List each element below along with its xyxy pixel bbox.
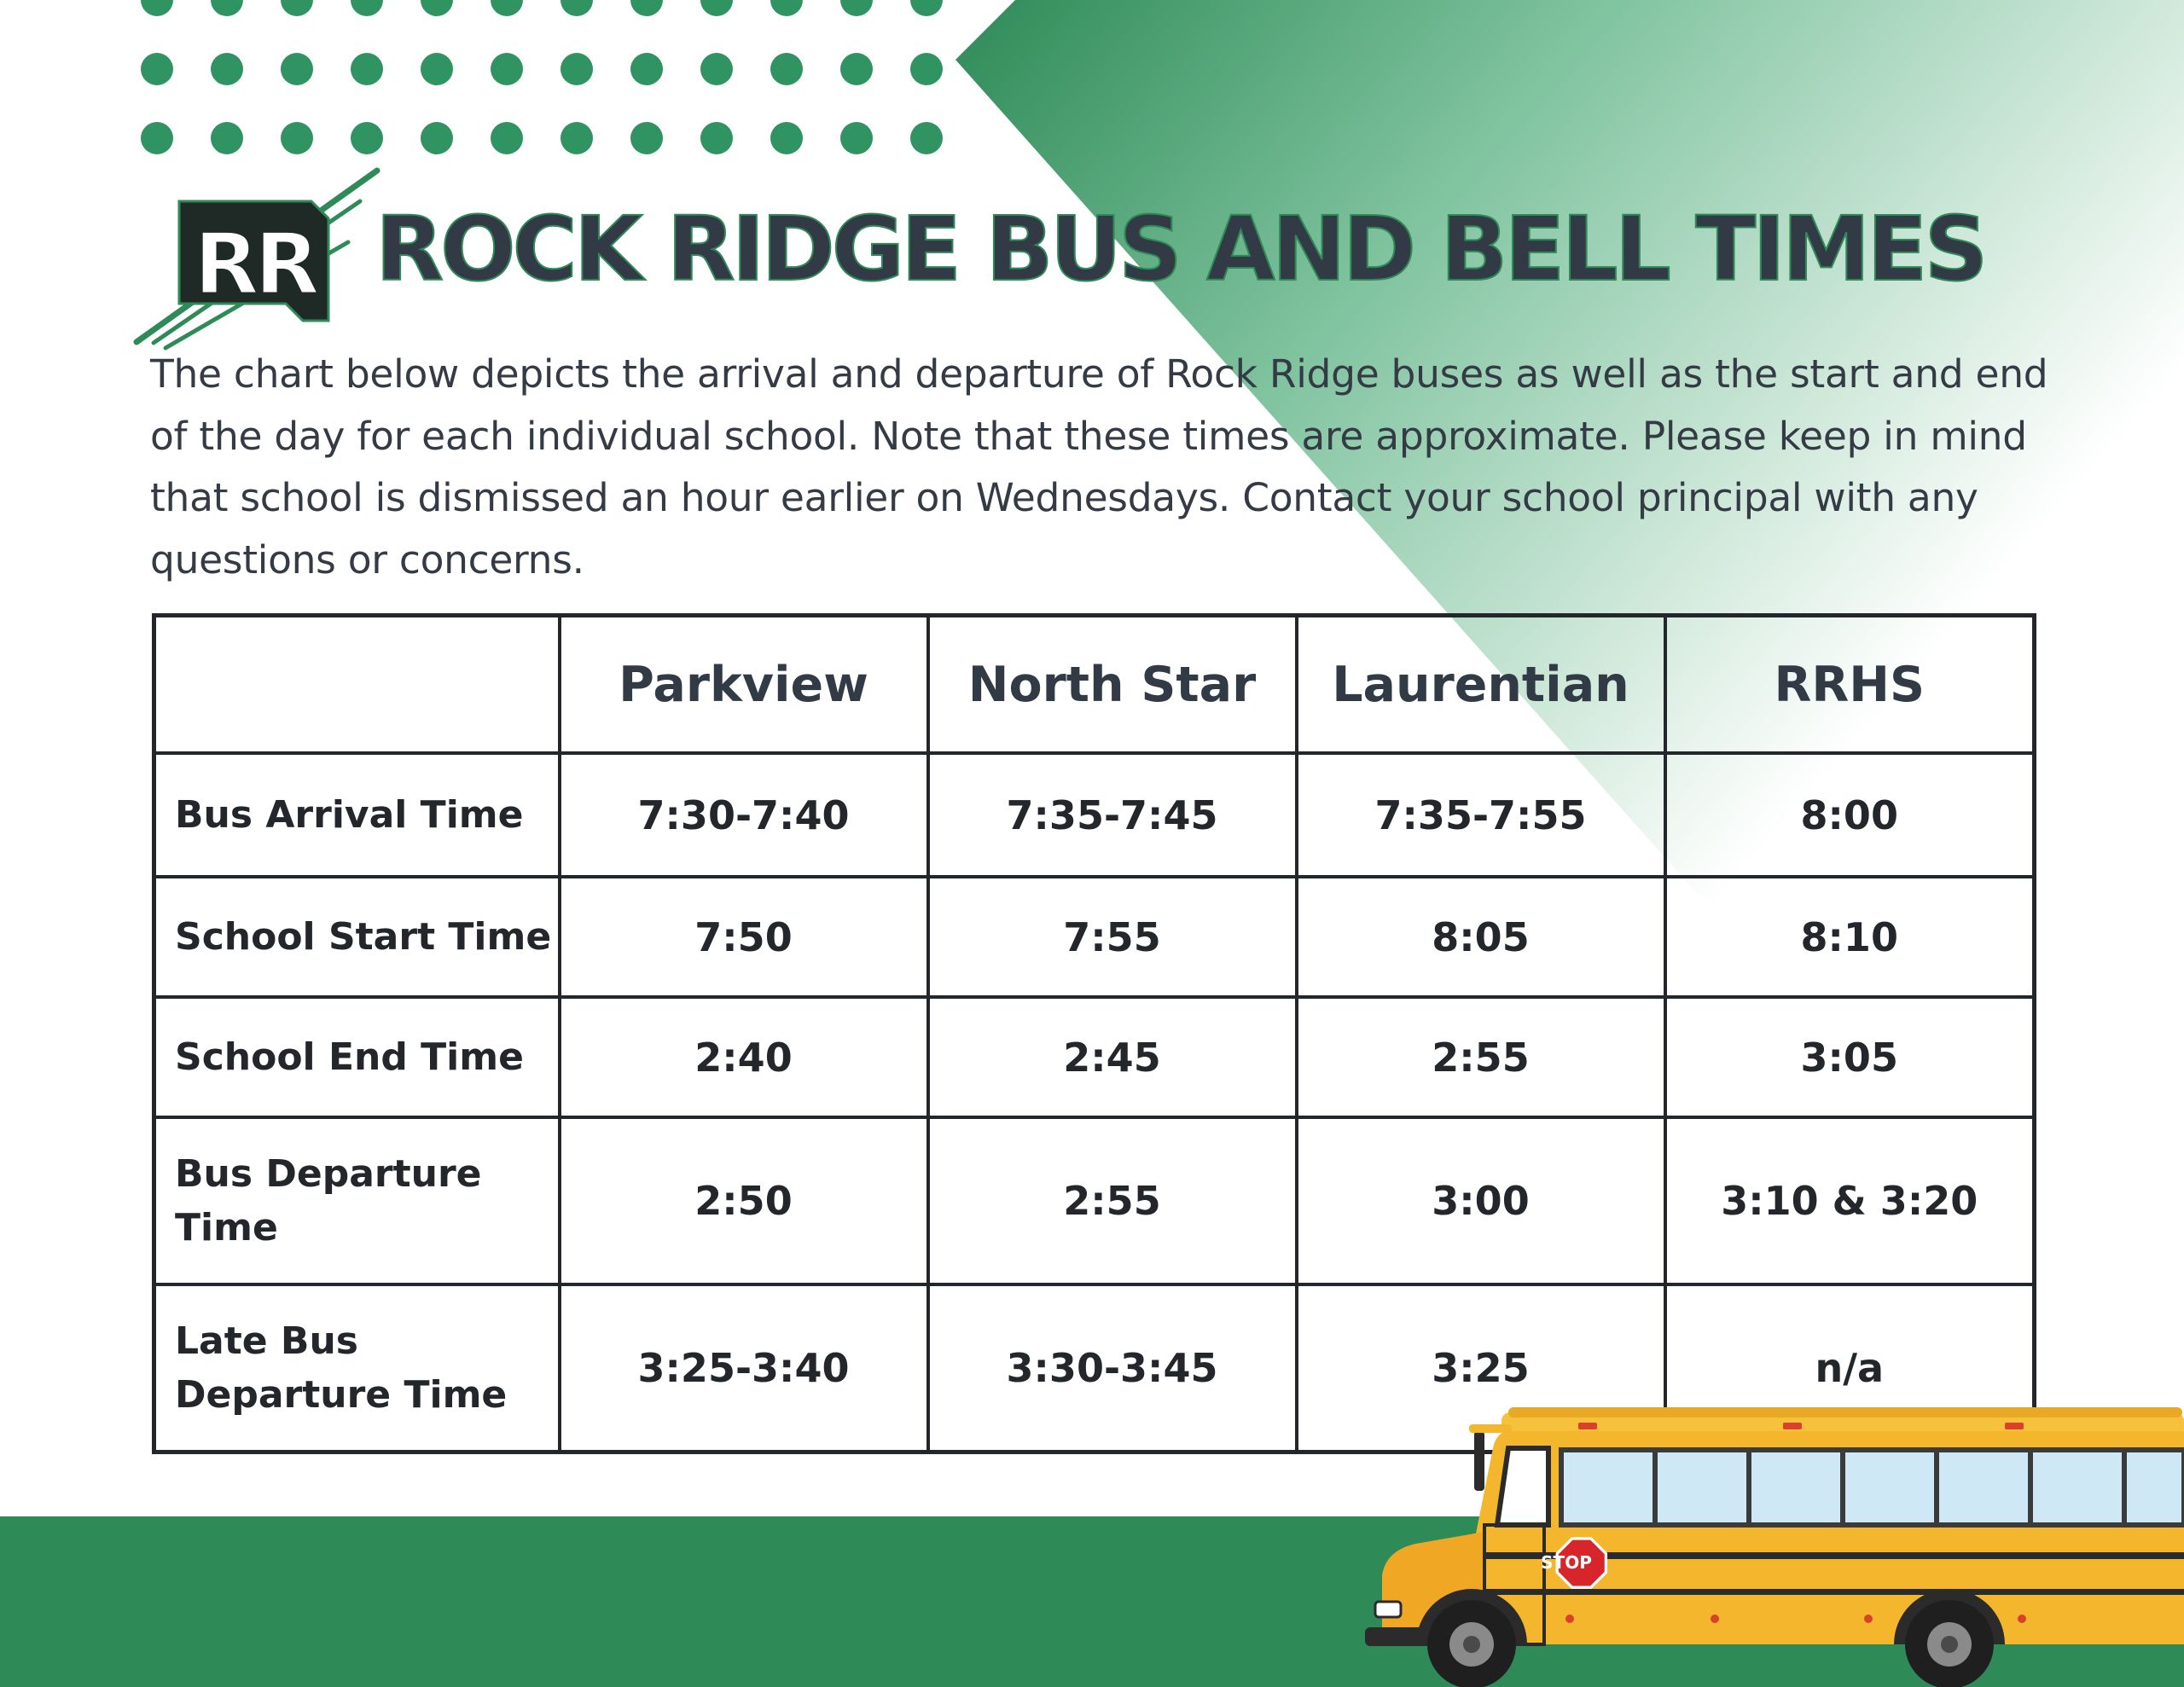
header-cell-rrhs: RRHS xyxy=(1665,616,2035,754)
table-cell: 7:35-7:45 xyxy=(928,753,1297,877)
table-cell: 8:10 xyxy=(1665,877,2035,997)
decorative-dot xyxy=(561,53,593,85)
decorative-dot xyxy=(561,0,593,16)
intro-paragraph: The chart below depicts the arrival and departure of Rock Ridge buses as well as the start and end of the day for each individual school. Note that these times are approximate. Please keep in mind that school is dismissed an hour earlier on Wednesdays. Contact your school principal with any questions or concerns. xyxy=(150,351,2048,583)
table-cell: 3:30-3:45 xyxy=(928,1284,1297,1452)
decorative-dot xyxy=(211,53,243,85)
header-cell-blank xyxy=(154,616,560,754)
decorative-dot xyxy=(840,0,873,16)
decorative-dot xyxy=(281,122,313,154)
table-row xyxy=(154,877,2035,997)
decorative-dot xyxy=(491,0,523,16)
row-label-late-bus-departure: Late Bus Departure Time xyxy=(154,1284,560,1452)
school-bus-icon xyxy=(1356,1397,2184,1687)
decorative-dot xyxy=(630,0,663,16)
table-cell: 3:25 xyxy=(1297,1284,1665,1452)
decorative-dot xyxy=(141,0,173,16)
rr-logo-icon xyxy=(128,167,384,351)
table-cell: 7:30-7:40 xyxy=(560,753,928,877)
decorative-dot xyxy=(421,0,453,16)
decorative-dot xyxy=(491,122,523,154)
decorative-dot xyxy=(770,53,803,85)
table-cell: 7:50 xyxy=(560,877,928,997)
decorative-dot xyxy=(141,122,173,154)
decorative-dot xyxy=(211,0,243,16)
table-cell: n/a xyxy=(1665,1284,2035,1452)
table-cell: 2:55 xyxy=(928,1117,1297,1284)
table-header-row xyxy=(154,616,2035,754)
table-cell: 8:00 xyxy=(1665,753,2035,877)
decorative-dot xyxy=(281,53,313,85)
decorative-dot xyxy=(351,122,383,154)
header-cell-parkview: Parkview xyxy=(560,616,928,754)
page-title: ROCK RIDGE BUS AND BELL TIMES xyxy=(375,197,1985,301)
row-label-bus-departure: Bus Departure Time xyxy=(154,1117,560,1284)
bus-bell-times-table xyxy=(152,613,2036,1454)
header-cell-north-star: North Star xyxy=(928,616,1297,754)
table-cell: 7:55 xyxy=(928,877,1297,997)
table-cell: 2:40 xyxy=(560,997,928,1117)
table-cell: 3:05 xyxy=(1665,997,2035,1117)
table-cell: 7:35-7:55 xyxy=(1297,753,1665,877)
table-cell: 3:00 xyxy=(1297,1117,1665,1284)
decorative-dot xyxy=(910,53,943,85)
row-label-school-end: School End Time xyxy=(154,997,560,1117)
decorative-dot xyxy=(630,53,663,85)
table-cell: 2:50 xyxy=(560,1117,928,1284)
decorative-dot xyxy=(141,53,173,85)
decorative-dot xyxy=(770,122,803,154)
row-label-bus-arrival: Bus Arrival Time xyxy=(154,753,560,877)
decorative-dot xyxy=(770,0,803,16)
decorative-dot xyxy=(700,0,733,16)
table-row xyxy=(154,1117,2035,1284)
table-cell: 8:05 xyxy=(1297,877,1665,997)
header-cell-laurentian: Laurentian xyxy=(1297,616,1665,754)
decorative-dot xyxy=(351,53,383,85)
decorative-dot xyxy=(421,53,453,85)
svg-text:STOP: STOP xyxy=(1541,1552,1592,1573)
decorative-dot xyxy=(630,122,663,154)
row-label-school-start: School Start Time xyxy=(154,877,560,997)
decorative-dot xyxy=(700,122,733,154)
decorative-dot xyxy=(281,0,313,16)
table-cell: 2:55 xyxy=(1297,997,1665,1117)
decorative-dot xyxy=(700,53,733,85)
decorative-dot xyxy=(840,122,873,154)
decorative-dot xyxy=(561,122,593,154)
table-cell: 3:10 & 3:20 xyxy=(1665,1117,2035,1284)
decorative-dot xyxy=(421,122,453,154)
decorative-dot xyxy=(491,53,523,85)
decorative-dot-grid xyxy=(0,0,956,162)
decorative-dot xyxy=(910,0,943,16)
decorative-dot xyxy=(351,0,383,16)
decorative-dot xyxy=(211,122,243,154)
table-cell: 3:25-3:40 xyxy=(560,1284,928,1452)
decorative-dot xyxy=(840,53,873,85)
decorative-dot xyxy=(910,122,943,154)
table-cell: 2:45 xyxy=(928,997,1297,1117)
table-row xyxy=(154,997,2035,1117)
svg-text:RR: RR xyxy=(193,214,316,314)
table-row xyxy=(154,753,2035,877)
